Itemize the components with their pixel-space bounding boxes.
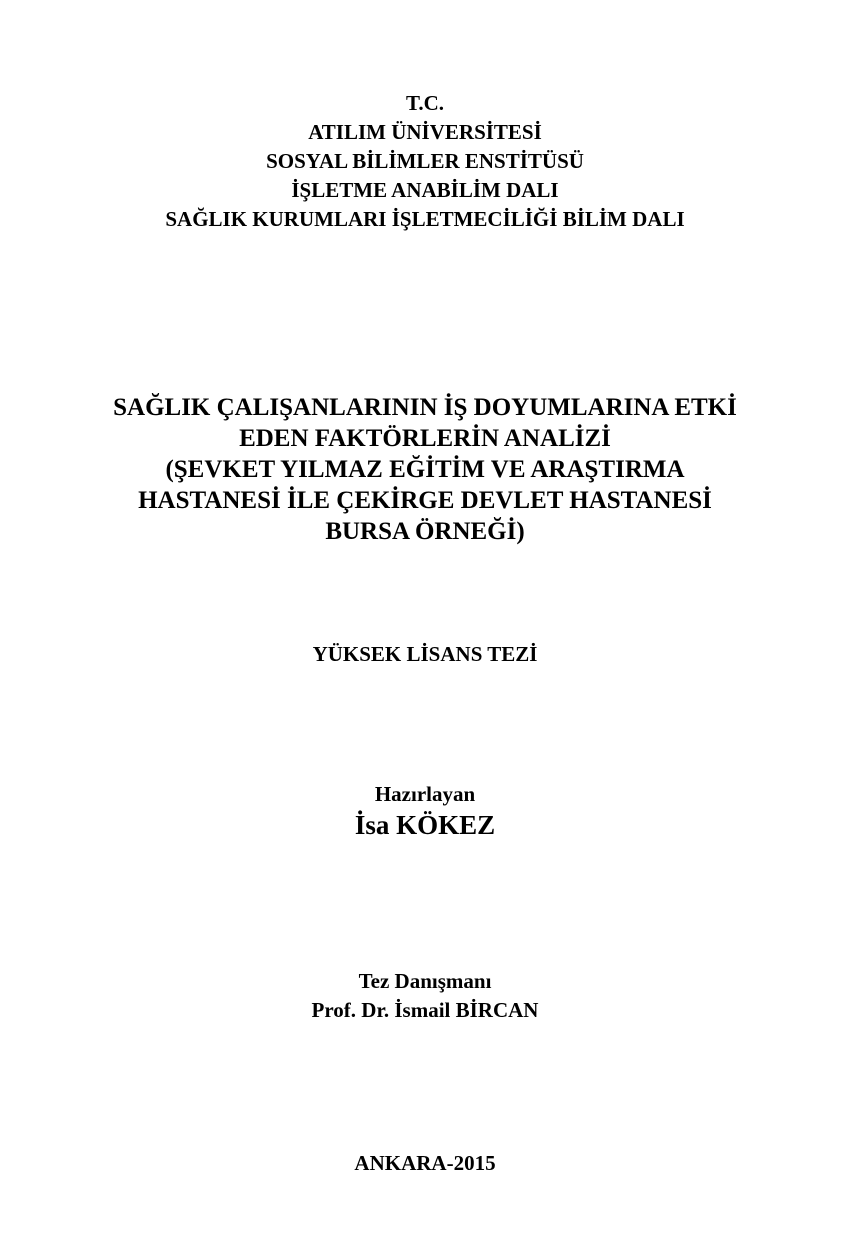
- degree-section: [0, 640, 850, 668]
- title-line: (ŞEVKET YILMAZ EĞİTİM VE ARAŞTIRMA: [165, 456, 685, 483]
- university-name: ATILIM ÜNİVERSİTESİ: [308, 120, 542, 144]
- division-name: SAĞLIK KURUMLARI İŞLETMECİLİĞİ BİLİM DALI: [165, 207, 685, 231]
- place-year-section: [0, 1149, 850, 1177]
- prepared-by-label: Hazırlayan: [374, 782, 476, 806]
- title-line: HASTANESİ İLE ÇEKİRGE DEVLET HASTANESİ: [138, 487, 712, 514]
- degree-type: YÜKSEK LİSANS TEZİ: [312, 642, 538, 666]
- institute-name: SOSYAL BİLİMLER ENSTİTÜSÜ: [266, 149, 584, 173]
- thesis-title: [0, 392, 850, 547]
- prepared-by-section: [0, 781, 850, 842]
- country-abbreviation: T.C.: [405, 91, 445, 115]
- title-line: BURSA ÖRNEĞİ): [325, 518, 525, 545]
- title-line: EDEN FAKTÖRLERİN ANALİZİ: [239, 425, 611, 452]
- department-name: İŞLETME ANABİLİM DALI: [291, 178, 559, 202]
- advisor-name: Prof. Dr. İsmail BİRCAN: [311, 998, 539, 1022]
- author-name: İsa KÖKEZ: [354, 810, 496, 840]
- title-line: SAĞLIK ÇALIŞANLARININ İŞ DOYUMLARINA ETKİ: [113, 394, 737, 421]
- place-year: ANKARA-2015: [354, 1151, 496, 1175]
- institution-header: [0, 89, 850, 234]
- advisor-label: Tez Danışmanı: [358, 969, 492, 993]
- advisor-section: [0, 967, 850, 1025]
